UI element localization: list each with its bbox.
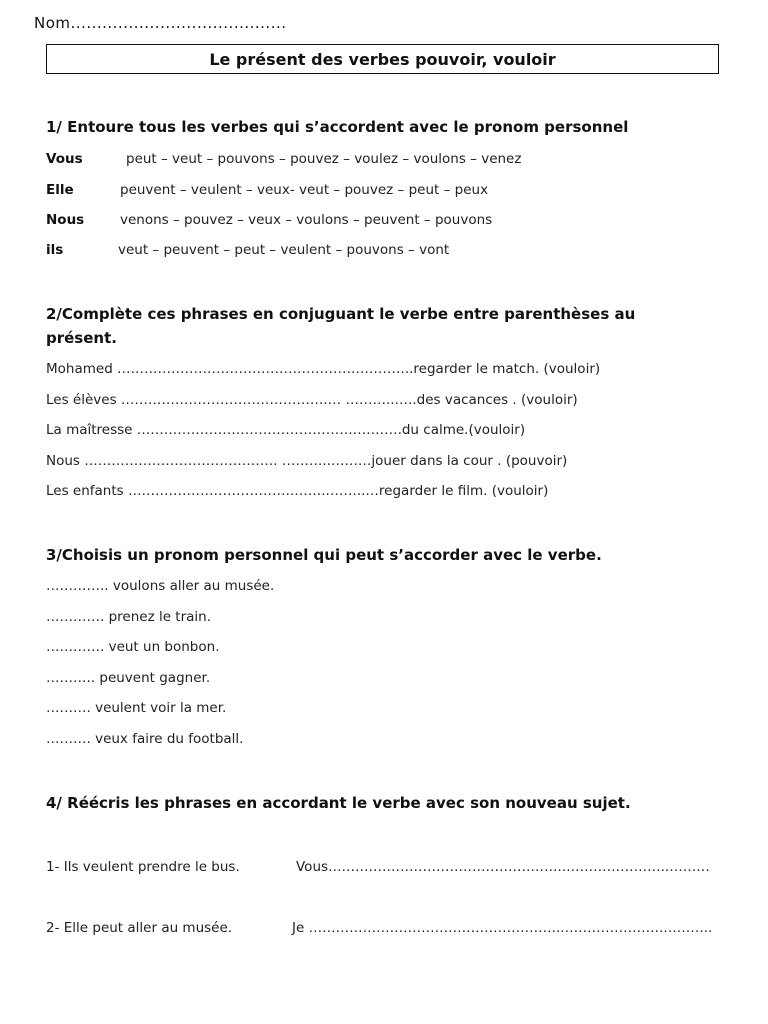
ex3-sentence: ………. veux faire du football. bbox=[46, 731, 244, 747]
ex1-pronoun: Nous bbox=[46, 212, 85, 228]
ex4-answer-line: Je ………………………………………………..…………………..……….. bbox=[292, 920, 713, 936]
exercise-3-heading: 3/Choisis un pronom personnel qui peut s’accorder avec le verbe. bbox=[46, 546, 602, 564]
ex1-verbs: veut – peuvent – peut – veulent – pouvons – vont bbox=[118, 242, 450, 258]
exercise-4-heading: 4/ Réécris les phrases en accordant le verbe avec son nouveau sujet. bbox=[46, 794, 631, 812]
ex3-sentence: ………….. voulons aller au musée. bbox=[46, 578, 275, 594]
ex1-verbs: venons – pouvez – veux – voulons – peuvent – pouvons bbox=[120, 212, 493, 228]
ex4-sentence: 1- Ils veulent prendre le bus. bbox=[46, 859, 240, 875]
ex4-answer-line: Vous……………………………………………..…………………..……… bbox=[296, 859, 710, 875]
worksheet-title: Le présent des verbes pouvoir, vouloir bbox=[209, 49, 556, 69]
ex2-sentence: La maîtresse ………………………………………….……….du calme.(vouloir) bbox=[46, 422, 526, 438]
ex1-pronoun: ils bbox=[46, 242, 64, 258]
exercise-2-heading: 2/Complète ces phrases en conjuguant le verbe entre parenthèses au présent. bbox=[46, 305, 636, 347]
ex1-pronoun: Vous bbox=[46, 151, 83, 167]
ex3-sentence: …………. prenez le train. bbox=[46, 609, 212, 625]
ex1-verbs: peut – veut – pouvons – pouvez – voulez – voulons – venez bbox=[126, 151, 522, 167]
ex2-sentence: Les enfants ……………………………….……..……..…regarder le film. (vouloir) bbox=[46, 483, 549, 499]
ex2-sentence: Mohamed ……………………………………………….………..regarder le match. (vouloir) bbox=[46, 361, 601, 377]
exercise-1-heading: 1/ Entoure tous les verbes qui s’accordent avec le pronom personnel bbox=[46, 118, 629, 136]
ex3-sentence: ……….. peuvent gagner. bbox=[46, 670, 211, 686]
worksheet-title-box bbox=[46, 44, 719, 74]
ex1-verbs: peuvent – veulent – veux- veut – pouvez – peut – peux bbox=[120, 182, 489, 198]
ex3-sentence: …………. veut un bonbon. bbox=[46, 639, 220, 655]
ex4-sentence: 2- Elle peut aller au musée. bbox=[46, 920, 233, 936]
ex3-sentence: ………. veulent voir la mer. bbox=[46, 700, 227, 716]
ex2-sentence: Nous ……………………………………. ………..………jouer dans la cour . (pouvoir) bbox=[46, 453, 568, 469]
name-field-label: Nom......................................... bbox=[34, 14, 287, 32]
ex1-pronoun: Elle bbox=[46, 182, 74, 198]
ex2-sentence: Les élèves ……………………………………….… ………..…..des vacances . (vouloir) bbox=[46, 392, 578, 408]
